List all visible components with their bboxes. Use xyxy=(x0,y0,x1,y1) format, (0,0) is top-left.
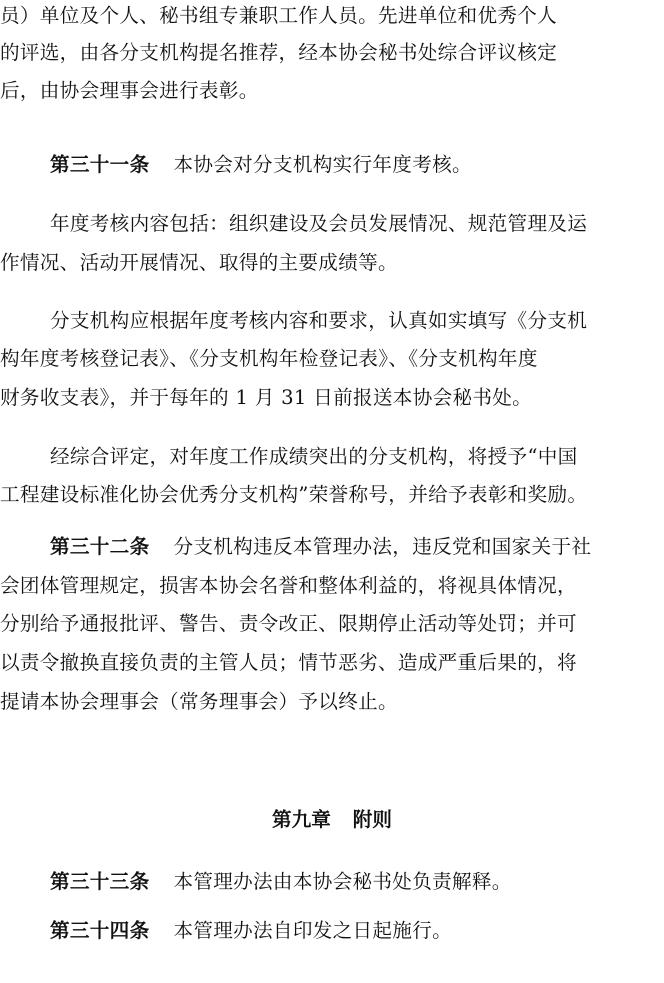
body-line: 分支机构应根据年度考核内容和要求，认真如实填写《分支机 xyxy=(50,309,588,332)
article-34-label: 第三十四条 xyxy=(50,919,150,942)
chapter-number: 第九章 xyxy=(272,808,331,831)
article-33-text: 本管理办法由本协会秘书处负责解释。 xyxy=(173,870,512,893)
body-line: 经综合评定，对年度工作成绩突出的分支机构，将授予“中国 xyxy=(50,445,578,468)
article-33 xyxy=(50,868,664,896)
body-line: 会团体管理规定，损害本协会名誉和整体利益的，将视具体情况， xyxy=(0,574,577,597)
chapter-title: 附则 xyxy=(352,808,392,831)
body-line: 以责令撤换直接负责的主管人员；情节恶劣、造成严重后果的，将 xyxy=(0,651,577,674)
article-32-text: 分支机构违反本管理办法，违反党和国家关于社 xyxy=(173,535,592,558)
body-line: 后，由协会理事会进行表彰。 xyxy=(0,79,259,102)
article-32 xyxy=(50,533,664,561)
article-31-text: 本协会对分支机构实行年度考核。 xyxy=(173,153,472,176)
body-line: 财务收支表》，并于每年的 1 月 31 日前报送本协会秘书处。 xyxy=(0,386,533,409)
body-line: 分别给予通报批评、警告、责令改正、限期停止活动等处罚；并可 xyxy=(0,612,577,635)
body-line: 年度考核内容包括：组织建设及会员发展情况、规范管理及运 xyxy=(50,212,588,235)
body-line: 的评选，由各分支机构提名推荐，经本协会秘书处综合评议核定 xyxy=(0,41,558,64)
article-32-label: 第三十二条 xyxy=(50,535,150,558)
body-line: 作情况、活动开展情况、取得的主要成绩等。 xyxy=(0,251,398,274)
chapter-heading xyxy=(0,806,664,834)
article-31 xyxy=(50,151,664,179)
body-line: 员）单位及个人、秘书组专兼职工作人员。先进单位和优秀个人 xyxy=(0,4,558,27)
body-line: 工程建设标准化协会优秀分支机构”荣誉称号，并给予表彰和奖励。 xyxy=(0,483,588,506)
article-34-text: 本管理办法自印发之日起施行。 xyxy=(173,919,452,942)
article-34 xyxy=(50,917,664,945)
article-31-label: 第三十一条 xyxy=(50,153,150,176)
article-33-label: 第三十三条 xyxy=(50,870,150,893)
body-line: 构年度考核登记表》、《分支机构年检登记表》、《分支机构年度 xyxy=(0,347,538,370)
body-line: 提请本协会理事会（常务理事会）予以终止。 xyxy=(0,690,398,713)
